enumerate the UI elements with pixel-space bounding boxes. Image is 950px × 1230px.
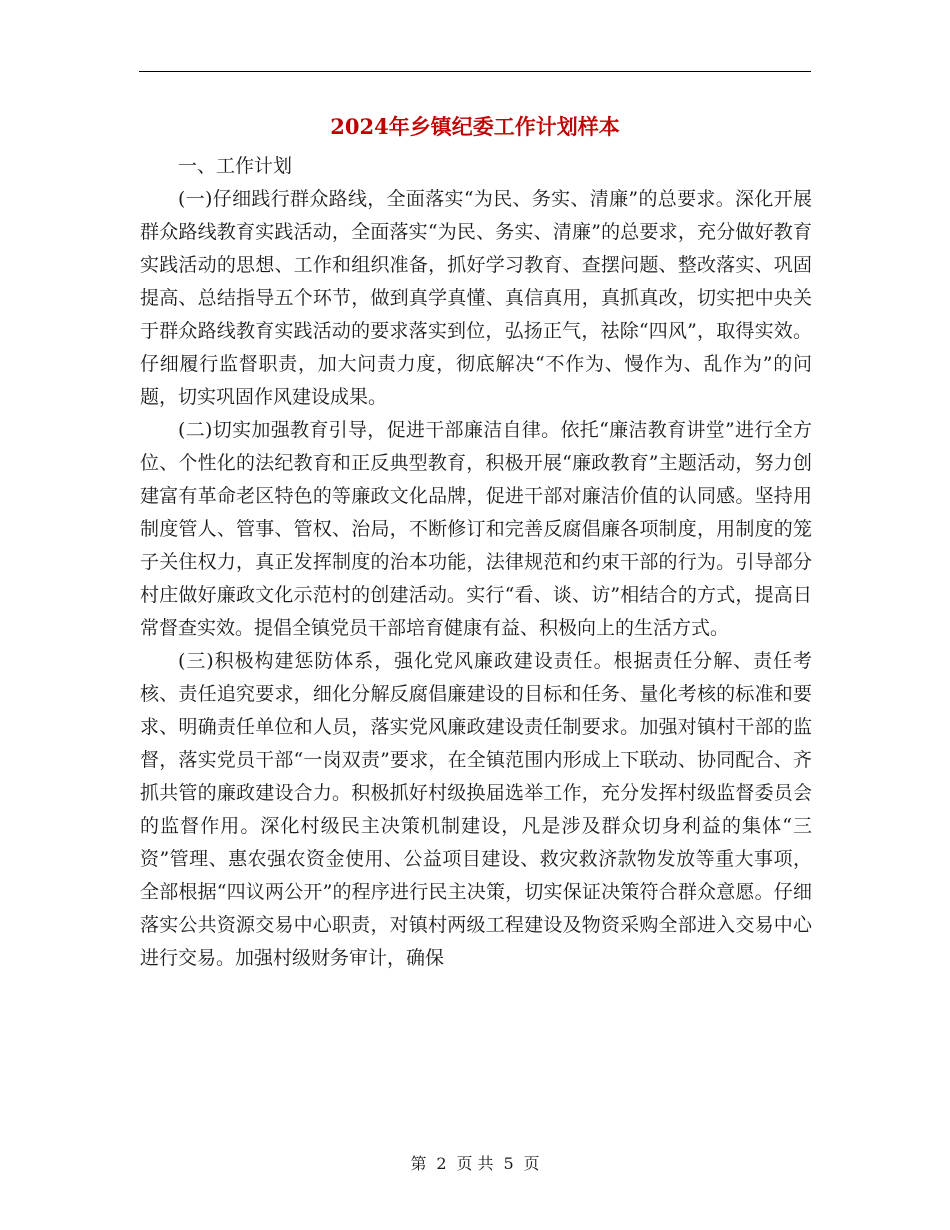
footer-suffix: 页: [523, 1154, 540, 1173]
document-body: [140, 150, 812, 975]
page-number: 2: [436, 1154, 447, 1173]
footer-middle: 页 共: [456, 1154, 494, 1173]
total-pages: 5: [503, 1154, 514, 1173]
page-footer: [0, 1153, 950, 1175]
paragraph-3: (三)积极构建惩防体系，强化党风廉政建设责任。根据责任分解、责任考核、责任追究要求，细化分解反腐倡廉建设的目标和任务、量化考核的标准和要求、明确责任单位和人员，落实党风廉政建设责任制要求。加强对镇村干部的监督，落实党员干部“一岗双责”要求，在全镇范围内形成上下联动、协同配合、齐抓共管的廉政建设合力。积极抓好村级换届选举工作，充分发挥村级监督委员会的监督作用。深化村级民主决策机制建设，凡是涉及群众切身利益的集体“三资”管理、惠农强农资金使用、公益项目建设、救灾救济款物发放等重大事项，全部根据“四议两公开”的程序进行民主决策，切实保证决策符合群众意愿。仔细落实公共资源交易中心职责，对镇村两级工程建设及物资采购全部进入交易中心进行交易。加强村级财务审计，确保: [140, 650, 812, 969]
section-heading: 一、工作计划: [178, 155, 293, 177]
paragraph-1: (一)仔细践行群众路线，全面落实“为民、务实、清廉”的总要求。深化开展群众路线教育实践活动，全面落实“为民、务实、清廉”的总要求，充分做好教育实践活动的思想、工作和组织准备，抓好学习教育、查摆问题、整改落实、巩固提高、总结指导五个环节，做到真学真懂、真信真用，真抓真改，切实把中央关于群众路线教育实践活动的要求落实到位，弘扬正气，祛除“四风”，取得实效。仔细履行监督职责，加大问责力度，彻底解决“不作为、慢作为、乱作为”的问题，切实巩固作风建设成果。: [140, 188, 812, 408]
document-title: 2024年乡镇纪委工作计划样本: [330, 114, 620, 139]
footer-prefix: 第: [410, 1154, 427, 1173]
paragraph-2: (二)切实加强教育引导，促进干部廉洁自律。依托“廉洁教育讲堂”进行全方位、个性化的法纪教育和正反典型教育，积极开展“廉政教育”主题活动，努力创建富有革命老区特色的等廉政文化品牌，促进干部对廉洁价值的认同感。坚持用制度管人、管事、管权、治局，不断修订和完善反腐倡廉各项制度，用制度的笼子关住权力，真正发挥制度的治本功能，法律规范和约束干部的行为。引导部分村庄做好廉政文化示范村的创建活动。实行“看、谈、访”相结合的方式，提高日常督查实效。提倡全镇党员干部培育健康有益、积极向上的生活方式。: [140, 419, 812, 639]
header-rule: [139, 71, 811, 72]
